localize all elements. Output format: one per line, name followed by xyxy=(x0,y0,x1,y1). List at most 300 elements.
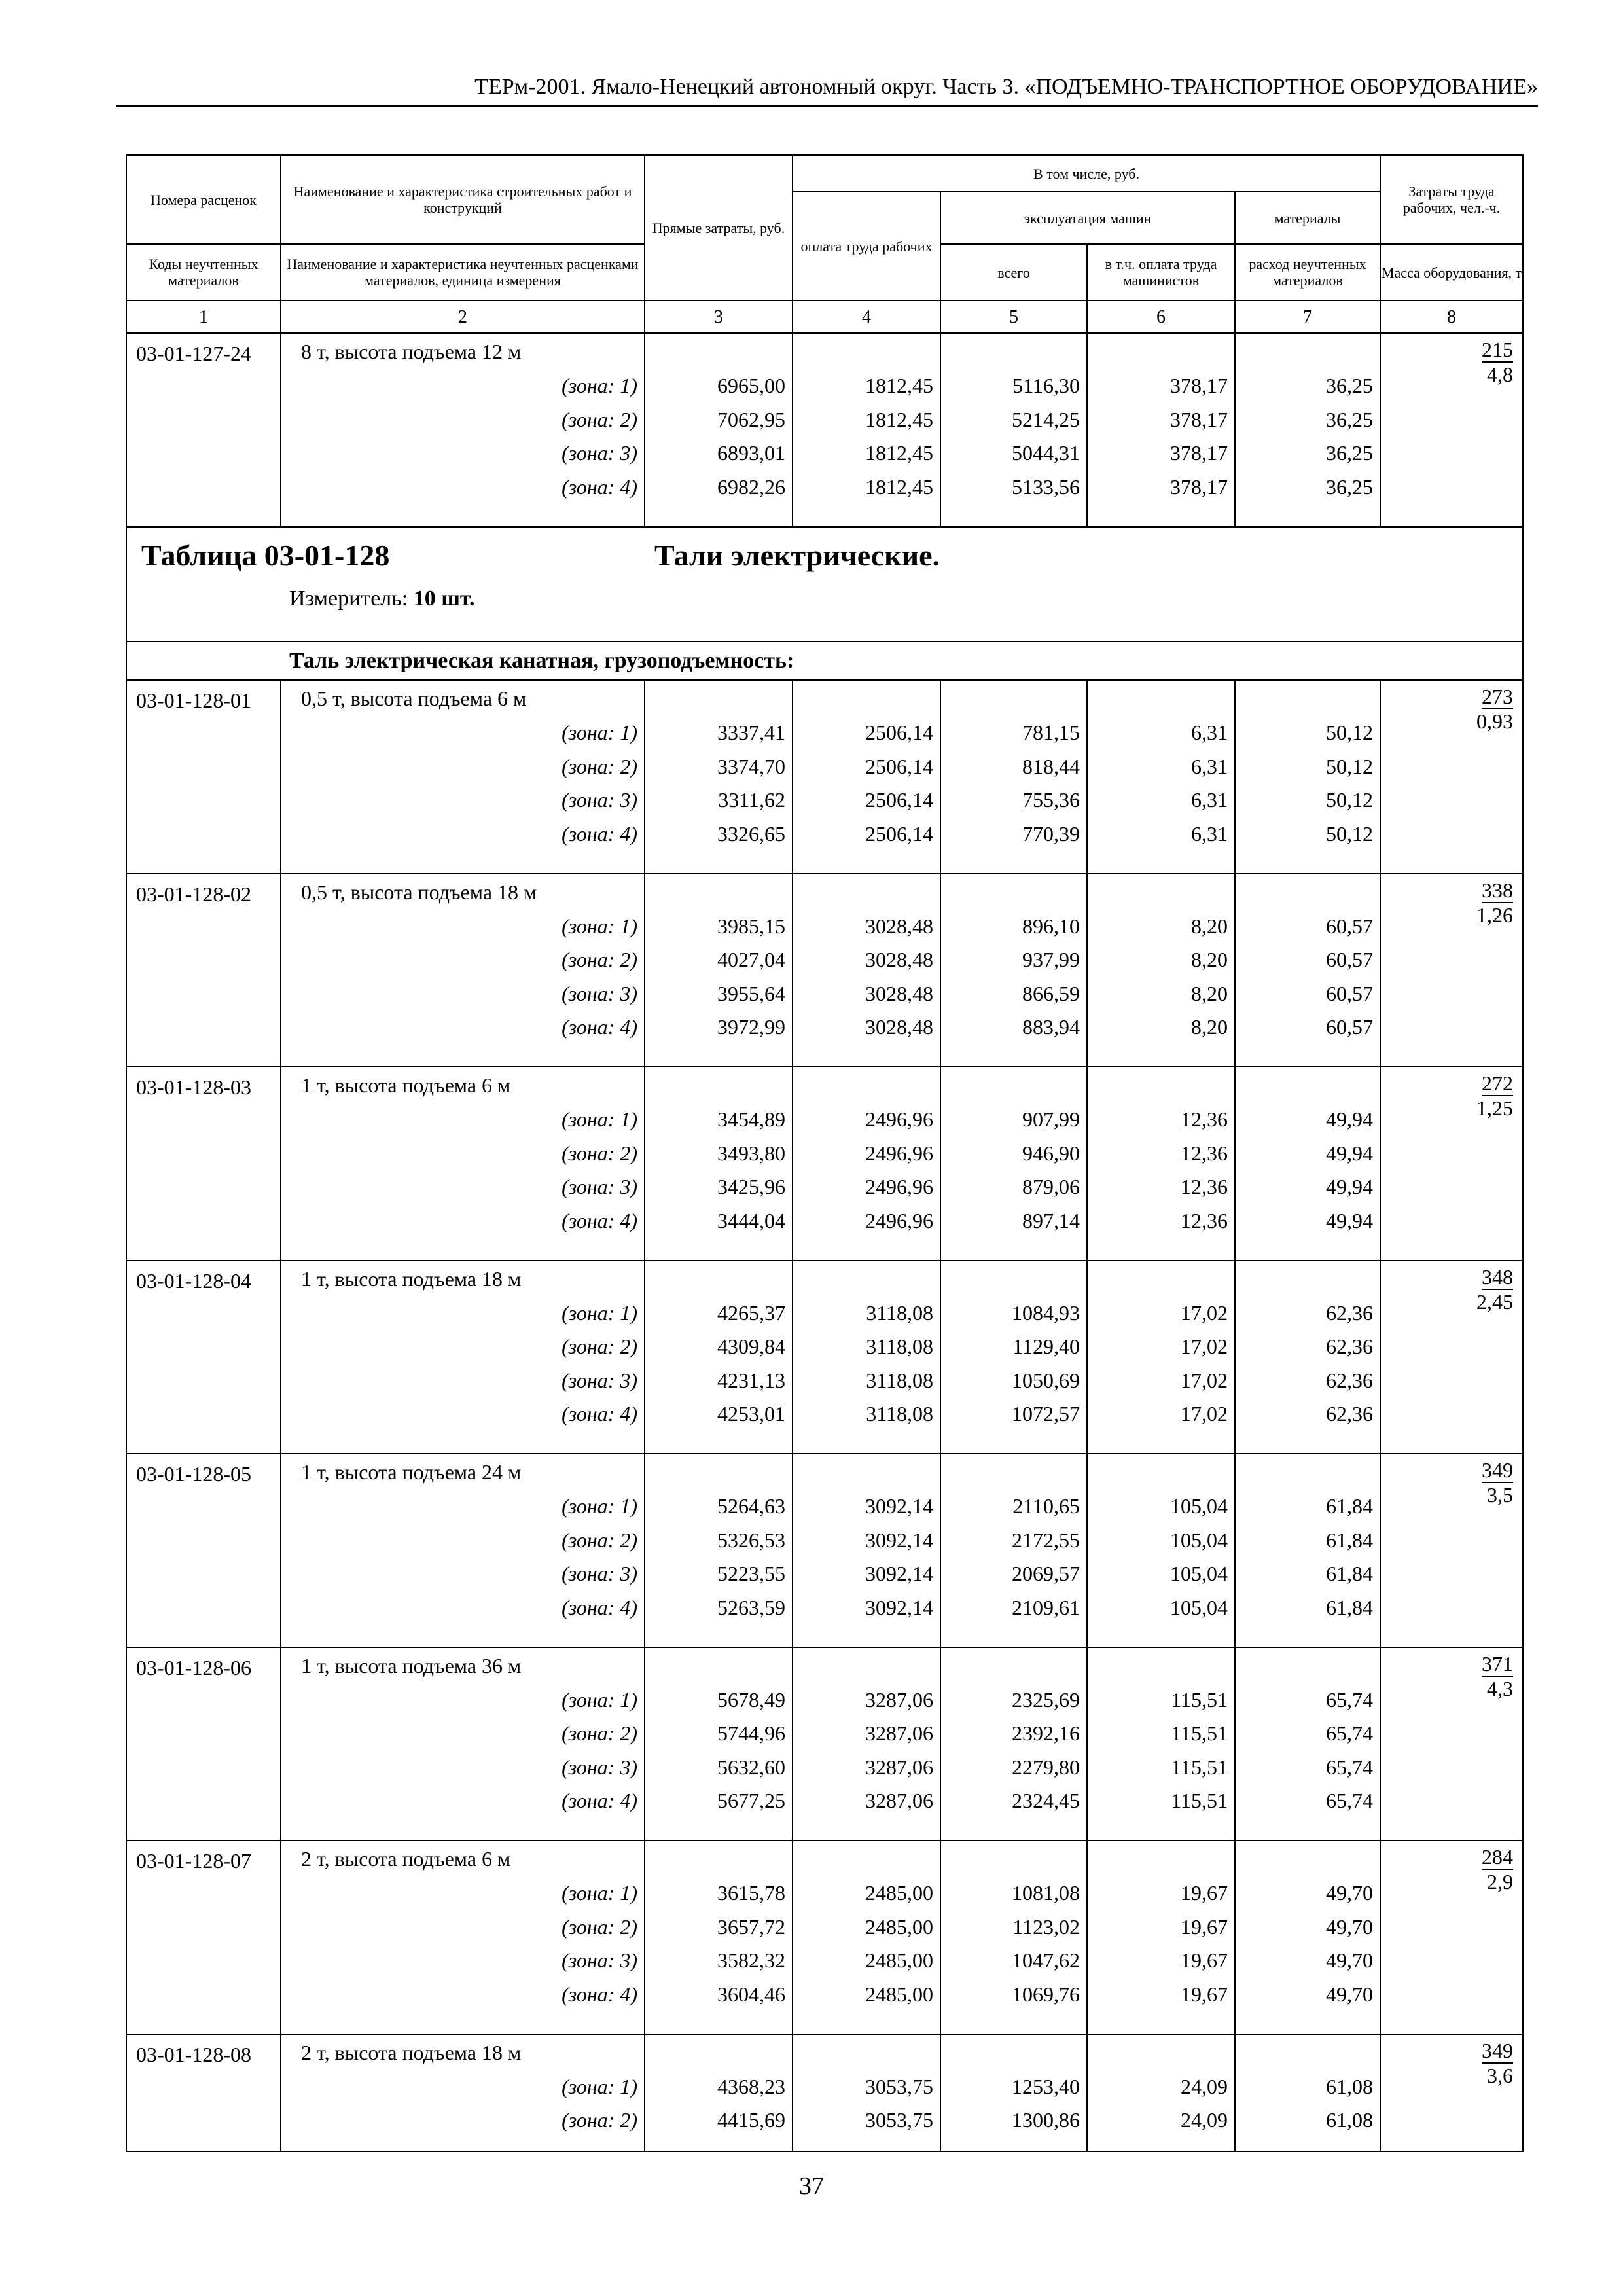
labor-wages: 2496,96 xyxy=(865,1141,933,1165)
rate-entry-row xyxy=(126,2034,1523,2151)
rate-name: 0,5 т, высота подъема 6 м xyxy=(301,687,527,711)
zone-label: (зона: 2) xyxy=(562,948,637,972)
direct-cost: 3493,80 xyxy=(717,1141,785,1165)
page-header: ТЕРм-2001. Ямало-Ненецкий автономный округ. Часть 3. «ПОДЪЕМНО-ТРАНСПОРТНОЕ ОБОРУДОВАНИЕ» xyxy=(474,75,1538,99)
labor-mass-cell xyxy=(1380,1840,1523,2034)
rate-name: 1 т, высота подъема 6 м xyxy=(301,1073,511,1098)
zone-label: (зона: 4) xyxy=(562,1208,637,1232)
direct-cost: 3444,04 xyxy=(717,1208,785,1232)
rate-entry-row xyxy=(126,874,1523,1067)
machines-total: 866,59 xyxy=(1022,981,1080,1005)
direct-cost: 5632,60 xyxy=(717,1755,785,1779)
zone-label: (зона: 2) xyxy=(562,1528,637,1552)
labor-wages-cell xyxy=(793,1067,940,1261)
rate-code: 03-01-128-07 xyxy=(126,1840,281,2034)
equipment-mass: 3,5 xyxy=(1487,1483,1514,1507)
zone-label: (зона: 2) xyxy=(562,2108,637,2132)
materials-cost: 65,74 xyxy=(1326,1721,1374,1746)
zone-label: (зона: 2) xyxy=(562,1141,637,1165)
column-number: 8 xyxy=(1380,300,1523,333)
zone-label-cell xyxy=(281,1840,645,2034)
machinist-wages: 6,31 xyxy=(1191,788,1228,812)
equipment-mass: 1,25 xyxy=(1476,1096,1514,1121)
labor-hours: 349 xyxy=(1482,2038,1514,2062)
materials-cost-cell xyxy=(1235,1647,1380,1841)
machines-total: 883,94 xyxy=(1022,1015,1080,1039)
machinist-wages-cell xyxy=(1087,1454,1235,1647)
machinist-wages-cell xyxy=(1087,2034,1235,2151)
machinist-wages: 8,20 xyxy=(1191,1015,1228,1039)
column-number: 4 xyxy=(793,300,940,333)
column-number: 2 xyxy=(281,300,645,333)
materials-cost: 49,94 xyxy=(1326,1141,1374,1165)
rate-name: 2 т, высота подъема 18 м xyxy=(301,2040,522,2064)
equipment-mass: 4,3 xyxy=(1487,1676,1514,1700)
equipment-mass: 1,26 xyxy=(1476,903,1514,927)
col8-header-bottom: Масса оборудования, т xyxy=(1380,244,1523,300)
materials-cost: 36,25 xyxy=(1326,374,1374,397)
machinist-wages: 12,36 xyxy=(1181,1141,1228,1165)
machinist-wages-cell xyxy=(1087,1840,1235,2034)
machinist-wages: 105,04 xyxy=(1170,1595,1228,1619)
materials-cost: 50,12 xyxy=(1326,754,1374,778)
column-number: 7 xyxy=(1235,300,1380,333)
rates-table xyxy=(126,154,1524,2152)
column-number: 1 xyxy=(126,300,281,333)
labor-hours: 272 xyxy=(1482,1071,1514,1096)
materials-cost: 36,25 xyxy=(1326,441,1374,465)
direct-cost: 7062,95 xyxy=(717,407,785,431)
direct-cost: 5223,55 xyxy=(717,1562,785,1586)
labor-wages: 3028,48 xyxy=(865,1015,933,1039)
table-subheading: Таль электрическая канатная, грузоподъемность: xyxy=(126,641,1523,680)
labor-wages: 2485,00 xyxy=(865,1982,933,2006)
rate-name: 2 т, высота подъема 6 м xyxy=(301,1847,511,1871)
machines-total: 5116,30 xyxy=(1012,374,1080,397)
materials-cost: 61,84 xyxy=(1326,1562,1374,1586)
direct-cost: 6893,01 xyxy=(717,441,785,465)
labor-wages: 2506,14 xyxy=(865,721,933,745)
machinist-wages: 105,04 xyxy=(1170,1494,1228,1518)
zone-label: (зона: 1) xyxy=(562,914,637,938)
rate-code: 03-01-127-24 xyxy=(126,333,281,527)
zone-label: (зона: 1) xyxy=(562,721,637,745)
direct-cost-cell xyxy=(645,874,793,1067)
materials-cost: 60,57 xyxy=(1326,948,1374,972)
direct-cost: 4027,04 xyxy=(717,948,785,972)
rate-code: 03-01-128-04 xyxy=(126,1261,281,1454)
machines-total: 879,06 xyxy=(1022,1175,1080,1199)
rate-name: 1 т, высота подъема 36 м xyxy=(301,1653,522,1677)
machinist-wages-cell xyxy=(1087,680,1235,874)
rate-entry-row xyxy=(126,1647,1523,1841)
machines-total: 2069,57 xyxy=(1012,1562,1080,1586)
zone-label: (зона: 4) xyxy=(562,821,637,846)
labor-wages: 2496,96 xyxy=(865,1208,933,1232)
direct-cost: 3604,46 xyxy=(717,1982,785,2006)
machinist-wages: 24,09 xyxy=(1181,2108,1228,2132)
zone-label: (зона: 3) xyxy=(562,1948,637,1973)
labor-wages: 3092,14 xyxy=(865,1595,933,1619)
labor-hours: 284 xyxy=(1482,1845,1514,1869)
col4-header: оплата труда рабочих xyxy=(793,192,940,300)
machinist-wages-cell xyxy=(1087,1647,1235,1841)
machinist-wages: 6,31 xyxy=(1191,721,1228,745)
measure-value: 10 шт. xyxy=(413,586,475,611)
materials-cost: 61,08 xyxy=(1326,2074,1374,2098)
col2-header-bottom: Наименование и характеристика неучтенных расценками материалов, единица измерения xyxy=(281,244,645,300)
direct-cost: 4415,69 xyxy=(717,2108,785,2132)
zone-label: (зона: 4) xyxy=(562,475,637,499)
zone-label: (зона: 2) xyxy=(562,1335,637,1359)
col1-header-bottom: Коды неучтенных материалов xyxy=(126,244,281,300)
machines-total: 5133,56 xyxy=(1012,475,1080,499)
materials-cost: 50,12 xyxy=(1326,821,1374,846)
rate-entry-row xyxy=(126,680,1523,874)
col6-header: в т.ч. оплата труда машинистов xyxy=(1087,244,1235,300)
machines-total: 1072,57 xyxy=(1012,1402,1080,1426)
col1-header-top: Номера расценок xyxy=(126,155,281,244)
labor-wages: 2485,00 xyxy=(865,1881,933,1905)
materials-cost: 50,12 xyxy=(1326,788,1374,812)
materials-cost-cell xyxy=(1235,333,1380,527)
machines-total: 781,15 xyxy=(1022,721,1080,745)
machines-total: 1084,93 xyxy=(1012,1300,1080,1325)
machines-total: 1047,62 xyxy=(1012,1948,1080,1973)
rate-code: 03-01-128-05 xyxy=(126,1454,281,1647)
labor-wages: 2506,14 xyxy=(865,821,933,846)
labor-wages-cell xyxy=(793,1261,940,1454)
machines-total: 1253,40 xyxy=(1012,2074,1080,2098)
labor-hours: 348 xyxy=(1482,1265,1514,1289)
labor-wages: 3028,48 xyxy=(865,981,933,1005)
labor-wages: 3092,14 xyxy=(865,1562,933,1586)
table-measure xyxy=(289,586,475,611)
machinist-wages-cell xyxy=(1087,1067,1235,1261)
direct-cost: 5677,25 xyxy=(717,1789,785,1813)
labor-wages: 3053,75 xyxy=(865,2108,933,2132)
machines-total: 2172,55 xyxy=(1012,1528,1080,1552)
materials-cost: 60,57 xyxy=(1326,981,1374,1005)
direct-cost-cell xyxy=(645,333,793,527)
direct-cost: 3337,41 xyxy=(717,721,785,745)
materials-cost-cell xyxy=(1235,874,1380,1067)
labor-wages: 3053,75 xyxy=(865,2074,933,2098)
materials-cost: 60,57 xyxy=(1326,914,1374,938)
machinist-wages: 105,04 xyxy=(1170,1562,1228,1586)
machinist-wages: 19,67 xyxy=(1181,1881,1228,1905)
direct-cost: 3326,65 xyxy=(717,821,785,846)
labor-wages: 3118,08 xyxy=(866,1335,933,1359)
direct-cost: 3425,96 xyxy=(717,1175,785,1199)
column-number: 6 xyxy=(1087,300,1235,333)
machines-total: 755,36 xyxy=(1022,788,1080,812)
labor-wages: 2485,00 xyxy=(865,1948,933,1973)
materials-cost: 49,70 xyxy=(1326,1881,1374,1905)
machines-header: эксплуатация машин xyxy=(940,192,1235,244)
equipment-mass: 0,93 xyxy=(1476,709,1514,734)
zone-label: (зона: 2) xyxy=(562,754,637,778)
labor-mass-cell xyxy=(1380,874,1523,1067)
labor-wages-cell xyxy=(793,333,940,527)
direct-cost: 3615,78 xyxy=(717,1881,785,1905)
zone-label: (зона: 4) xyxy=(562,1789,637,1813)
labor-wages: 1812,45 xyxy=(865,475,933,499)
materials-cost: 65,74 xyxy=(1326,1687,1374,1712)
machines-total: 1123,02 xyxy=(1012,1914,1080,1939)
zone-label: (зона: 1) xyxy=(562,1494,637,1518)
machinist-wages: 115,51 xyxy=(1171,1687,1228,1712)
zone-label-cell xyxy=(281,2034,645,2151)
machinist-wages: 12,36 xyxy=(1181,1175,1228,1199)
machines-total: 2324,45 xyxy=(1012,1789,1080,1813)
zone-label: (зона: 3) xyxy=(562,441,637,465)
machinist-wages: 19,67 xyxy=(1181,1948,1228,1973)
labor-wages: 3287,06 xyxy=(865,1789,933,1813)
direct-cost-cell xyxy=(645,1454,793,1647)
zone-label: (зона: 4) xyxy=(562,1595,637,1619)
machines-total: 2110,65 xyxy=(1012,1494,1080,1518)
machines-total: 1081,08 xyxy=(1012,1881,1080,1905)
zone-label: (зона: 1) xyxy=(562,374,637,397)
zone-label: (зона: 3) xyxy=(562,981,637,1005)
rate-code: 03-01-128-03 xyxy=(126,1067,281,1261)
labor-wages: 3028,48 xyxy=(865,914,933,938)
machines-total: 770,39 xyxy=(1022,821,1080,846)
col8-header-top: Затраты труда рабочих, чел.-ч. xyxy=(1380,155,1523,244)
equipment-mass: 3,6 xyxy=(1487,2063,1514,2087)
materials-cost: 49,70 xyxy=(1326,1948,1374,1973)
machinist-wages: 8,20 xyxy=(1191,914,1228,938)
labor-wages: 2496,96 xyxy=(865,1107,933,1132)
machines-total-cell xyxy=(940,1067,1087,1261)
materials-cost: 50,12 xyxy=(1326,721,1374,745)
labor-mass-cell xyxy=(1380,1261,1523,1454)
direct-cost: 3454,89 xyxy=(717,1107,785,1132)
machines-total: 5214,25 xyxy=(1012,407,1080,431)
machines-total: 946,90 xyxy=(1022,1141,1080,1165)
machinist-wages-cell xyxy=(1087,1261,1235,1454)
machines-total: 1129,40 xyxy=(1012,1335,1080,1359)
labor-mass-cell xyxy=(1380,1647,1523,1841)
machines-total-cell xyxy=(940,680,1087,874)
measure-label: Измеритель: xyxy=(289,586,408,611)
zone-label-cell xyxy=(281,1067,645,1261)
machines-total: 5044,31 xyxy=(1012,441,1080,465)
zone-label-cell xyxy=(281,1454,645,1647)
col3-header: Прямые затраты, руб. xyxy=(645,155,793,300)
direct-cost-cell xyxy=(645,1067,793,1261)
machinist-wages: 105,04 xyxy=(1170,1528,1228,1552)
zone-label: (зона: 2) xyxy=(562,1721,637,1746)
machines-total: 1050,69 xyxy=(1012,1368,1080,1392)
materials-cost: 61,84 xyxy=(1326,1595,1374,1619)
direct-cost: 4231,13 xyxy=(717,1368,785,1392)
machinist-wages-cell xyxy=(1087,874,1235,1067)
equipment-mass: 2,45 xyxy=(1476,1289,1514,1314)
labor-wages: 1812,45 xyxy=(865,441,933,465)
direct-cost-cell xyxy=(645,1647,793,1841)
zone-label: (зона: 3) xyxy=(562,1755,637,1779)
direct-cost: 4309,84 xyxy=(717,1335,785,1359)
zone-label: (зона: 3) xyxy=(562,1368,637,1392)
direct-cost: 5678,49 xyxy=(717,1687,785,1712)
machines-total: 2109,61 xyxy=(1012,1595,1080,1619)
machinist-wages: 24,09 xyxy=(1181,2074,1228,2098)
rate-entry-row xyxy=(126,1261,1523,1454)
materials-cost: 36,25 xyxy=(1326,407,1374,431)
rate-name: 1 т, высота подъема 18 м xyxy=(301,1266,522,1291)
materials-cost-cell xyxy=(1235,1454,1380,1647)
direct-cost: 3657,72 xyxy=(717,1914,785,1939)
labor-wages: 2485,00 xyxy=(865,1914,933,1939)
labor-wages: 3287,06 xyxy=(865,1721,933,1746)
machinist-wages: 12,36 xyxy=(1181,1107,1228,1132)
materials-cost: 49,94 xyxy=(1326,1107,1374,1132)
group-header: В том числе, руб. xyxy=(793,155,1380,192)
machines-total: 818,44 xyxy=(1022,754,1080,778)
materials-cost: 61,84 xyxy=(1326,1528,1374,1552)
materials-cost: 36,25 xyxy=(1326,475,1374,499)
machinist-wages: 6,31 xyxy=(1191,821,1228,846)
labor-wages: 1812,45 xyxy=(865,407,933,431)
machinist-wages: 12,36 xyxy=(1181,1208,1228,1232)
rate-name: 0,5 т, высота подъема 18 м xyxy=(301,880,537,904)
materials-cost-cell xyxy=(1235,1261,1380,1454)
machines-total-cell xyxy=(940,333,1087,527)
zone-label: (зона: 1) xyxy=(562,1881,637,1905)
rate-code: 03-01-128-02 xyxy=(126,874,281,1067)
machinist-wages: 115,51 xyxy=(1171,1789,1228,1813)
labor-wages-cell xyxy=(793,680,940,874)
rate-entry-row xyxy=(126,1067,1523,1261)
labor-mass-cell xyxy=(1380,680,1523,874)
materials-cost-cell xyxy=(1235,1067,1380,1261)
materials-cost-cell xyxy=(1235,2034,1380,2151)
machines-total: 896,10 xyxy=(1022,914,1080,938)
materials-cost: 49,70 xyxy=(1326,1982,1374,2006)
equipment-mass: 4,8 xyxy=(1487,363,1514,386)
column-number: 5 xyxy=(940,300,1087,333)
materials-cost: 60,57 xyxy=(1326,1015,1374,1039)
rate-code: 03-01-128-08 xyxy=(126,2034,281,2151)
zone-label: (зона: 4) xyxy=(562,1015,637,1039)
machinist-wages: 19,67 xyxy=(1181,1914,1228,1939)
table-label: Таблица 03-01-128 xyxy=(141,538,390,572)
labor-hours: 338 xyxy=(1482,878,1514,902)
direct-cost-cell xyxy=(645,1840,793,2034)
table-title-block xyxy=(126,527,1523,642)
machines-total-cell xyxy=(940,1840,1087,2034)
machinist-wages: 378,17 xyxy=(1170,407,1228,431)
labor-wages-cell xyxy=(793,2034,940,2151)
labor-wages: 3118,08 xyxy=(866,1402,933,1426)
labor-mass-cell xyxy=(1380,333,1523,527)
zone-label: (зона: 3) xyxy=(562,1562,637,1586)
labor-wages: 3118,08 xyxy=(866,1300,933,1325)
header-rule xyxy=(116,105,1538,107)
machinist-wages: 17,02 xyxy=(1181,1335,1228,1359)
labor-mass-cell xyxy=(1380,1067,1523,1261)
machinist-wages: 19,67 xyxy=(1181,1982,1228,2006)
zone-label-cell xyxy=(281,874,645,1067)
labor-hours: 215 xyxy=(1482,338,1514,361)
machines-total: 2325,69 xyxy=(1012,1687,1080,1712)
machinist-wages: 17,02 xyxy=(1181,1368,1228,1392)
zone-label: (зона: 2) xyxy=(562,1914,637,1939)
direct-cost: 5744,96 xyxy=(717,1721,785,1746)
direct-cost-cell xyxy=(645,1261,793,1454)
direct-cost: 5263,59 xyxy=(717,1595,785,1619)
machines-total: 2279,80 xyxy=(1012,1755,1080,1779)
zone-label: (зона: 1) xyxy=(562,1107,637,1132)
materials-cost: 49,70 xyxy=(1326,1914,1374,1939)
materials-cost: 62,36 xyxy=(1326,1402,1374,1426)
materials-cost: 61,84 xyxy=(1326,1494,1374,1518)
rate-name: 1 т, высота подъема 24 м xyxy=(301,1460,522,1484)
machines-total-cell xyxy=(940,1261,1087,1454)
materials-cost: 65,74 xyxy=(1326,1755,1374,1779)
machinist-wages: 378,17 xyxy=(1170,441,1228,465)
labor-wages-cell xyxy=(793,1454,940,1647)
rate-code: 03-01-128-06 xyxy=(126,1647,281,1841)
labor-mass-cell xyxy=(1380,1454,1523,1647)
col2-header-top: Наименование и характеристика строительных работ и конструкций xyxy=(281,155,645,244)
machinist-wages: 8,20 xyxy=(1191,948,1228,972)
labor-wages-cell xyxy=(793,874,940,1067)
labor-wages: 1812,45 xyxy=(865,374,933,397)
machines-total-cell xyxy=(940,1647,1087,1841)
zone-label-cell xyxy=(281,680,645,874)
machines-total: 907,99 xyxy=(1022,1107,1080,1132)
machinist-wages: 115,51 xyxy=(1171,1755,1228,1779)
direct-cost: 3311,62 xyxy=(718,788,785,812)
labor-wages: 3287,06 xyxy=(865,1755,933,1779)
direct-cost: 6982,26 xyxy=(717,475,785,499)
direct-cost: 6965,00 xyxy=(717,374,785,397)
labor-hours: 273 xyxy=(1482,685,1514,709)
zone-label: (зона: 2) xyxy=(562,407,637,431)
rate-entry-row xyxy=(126,1840,1523,2034)
labor-wages: 3118,08 xyxy=(866,1368,933,1392)
machinist-wages: 6,31 xyxy=(1191,754,1228,778)
zone-label: (зона: 4) xyxy=(562,1402,637,1426)
machines-total-cell xyxy=(940,874,1087,1067)
materials-cost-cell xyxy=(1235,1840,1380,2034)
materials-cost: 65,74 xyxy=(1326,1789,1374,1813)
col5-header: всего xyxy=(940,244,1087,300)
machinist-wages-cell xyxy=(1087,333,1235,527)
equipment-mass: 2,9 xyxy=(1487,1870,1514,1894)
zone-label: (зона: 1) xyxy=(562,1300,637,1325)
direct-cost: 5326,53 xyxy=(717,1528,785,1552)
direct-cost: 4368,23 xyxy=(717,2074,785,2098)
machinist-wages: 378,17 xyxy=(1170,374,1228,397)
labor-wages: 3092,14 xyxy=(865,1528,933,1552)
direct-cost: 3582,32 xyxy=(717,1948,785,1973)
materials-cost: 62,36 xyxy=(1326,1368,1374,1392)
machines-total: 937,99 xyxy=(1022,948,1080,972)
machines-total: 897,14 xyxy=(1022,1208,1080,1232)
materials-cost: 62,36 xyxy=(1326,1300,1374,1325)
materials-header: материалы xyxy=(1235,192,1380,244)
direct-cost: 3972,99 xyxy=(717,1015,785,1039)
machines-total-cell xyxy=(940,2034,1087,2151)
labor-hours: 349 xyxy=(1482,1458,1514,1482)
labor-wages: 3092,14 xyxy=(865,1494,933,1518)
zone-label-cell xyxy=(281,1261,645,1454)
materials-cost: 62,36 xyxy=(1326,1335,1374,1359)
